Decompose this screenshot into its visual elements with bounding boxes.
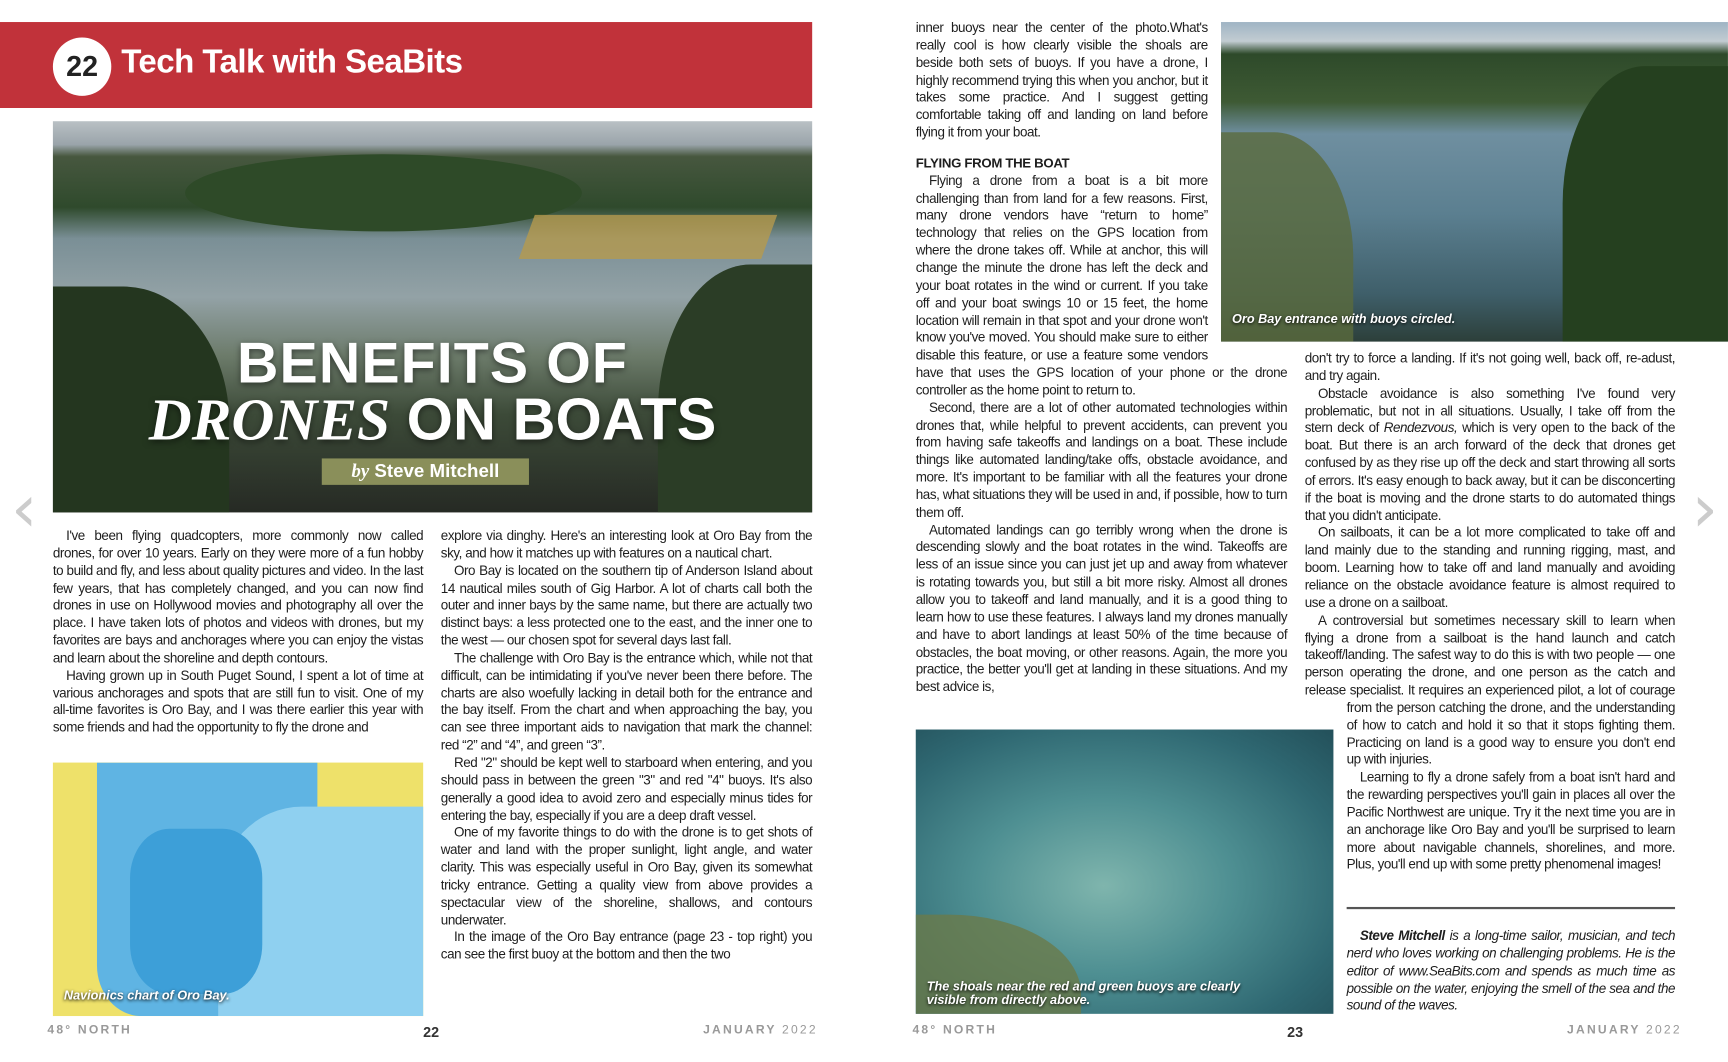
- paragraph: Learning to fly a drone safely from a boat isn't hard and the rewarding perspectives you'll gain in places all over the Pacific Northwest are unique. Try it the next time you are in an anchorage like Oro Bay and you'll be surprised to learn more about navigable channels, shorelines, and more. Plus, you'll end up with some pretty phenomenal images!: [1346, 769, 1676, 873]
- left-column-1: [53, 528, 423, 738]
- paragraph: Oro Bay is located on the southern tip of Anderson Island about 14 nautical miles south of Gig Harbor. A lot of charts call both the outer and inner bays by the same name, but there are actually two distinct bays: a less protected one to the east, and the inner one to the west — our chosen spot for several days last fall.: [440, 562, 813, 649]
- paragraph: explore via dinghy. Here's an interesting look at Oro Bay from the sky, and how it matches up with features on a nautical chart.: [440, 527, 813, 561]
- paragraph: A controversial but sometimes necessary skill to learn when flying a drone from a sailboat is the hand launch and catch takeoff/landing. The safest way to do this is with two people — one person operating the drone, and one person as the catch and release specialist. It requires an experienced pilot, a lot of courage from the person catching the drone, and the understanding of how to catch and hold it so that it stops fighting them. Practicing on land is a good way to ensure you don't end up with injuries.: [1304, 612, 1676, 768]
- title-italic: DRONES: [148, 386, 391, 453]
- month: JANUARY: [703, 1023, 777, 1037]
- year: 2022: [1645, 1023, 1682, 1037]
- article-title-line2: [53, 386, 812, 454]
- byline: [322, 458, 529, 484]
- page-number-badge: 22: [53, 37, 111, 95]
- paragraph: In the image of the Oro Bay entrance (page 23 - top right) you can see the first buoy at the bottom and then the two: [440, 929, 813, 963]
- left-column-2: [441, 528, 812, 964]
- footer-right-date: [1567, 1024, 1682, 1037]
- paragraph: Having grown up in South Puget Sound, I spent a lot of time at various anchorages and spots that are still fun to visit. One of my all-time favorites is Oro Bay, and I was there earlier this year with some friends and had the opportunity to fly the drone and: [52, 667, 424, 736]
- title-rest: ON BOATS: [390, 386, 717, 453]
- paragraph: The challenge with Oro Bay is the entrance which, while not that difficult, can be intimidating if you've never been there before. The charts are also woefully lacking in detail both for the entrance and the bay itself. From the chart and when approaching the bay, you can see three important aids to navigation that mark the channel: red “2” and “4”, and green “3”.: [440, 650, 813, 753]
- footer-left-page-number: 22: [423, 1023, 440, 1041]
- footer-left-magazine: 48° NORTH: [47, 1023, 133, 1037]
- byline-prefix: by: [351, 460, 370, 482]
- author-bio: [1347, 928, 1675, 1015]
- next-page-arrow-icon[interactable]: ›: [1691, 470, 1719, 548]
- prev-page-arrow-icon[interactable]: ‹: [11, 470, 38, 548]
- shoals-overhead-photo: [916, 730, 1334, 1014]
- paragraph: Automated landings can go terribly wrong when the drone is descending slowly and the boat rotates in the wind. Takeoffs are less of an issue since you can just jet up and away from whatever is rotating towards you, but still a bit more risky. Almost all drones allow you to takeoff and land manually, and it is a good thing to learn how to use these features. I always land my drones manually and have to abort landings at least 50% of the time because of obstacles, the boat moving, or other reasons. Again, the more you practice, the better you'll get at landing in these situations. And my best advice is,: [915, 521, 1288, 695]
- month: JANUARY: [1567, 1023, 1641, 1037]
- navionics-chart-image: [53, 763, 423, 1016]
- footer-right-magazine: 48° NORTH: [912, 1023, 998, 1037]
- paragraph: Red "2" should be kept well to starboard when entering, and you should pass in between the green "3" and red "4" buoys. It's also generally a good idea to avoid zero and especially minus tides for entering the bay, especially if you are a deep draft vessel.: [440, 754, 813, 823]
- top-photo-caption: Oro Bay entrance with buoys circled.: [1232, 312, 1456, 327]
- section-title: Tech Talk with SeaBits: [121, 44, 463, 81]
- paragraph: Second, there are a lot of other automated technologies within drones that, while helpful to prevent accidents, can prevent you from having safe takeoffs and landings on a boat. These include things like automated landing/take offs, obstacle avoidance, and more. It's important to be familiar with all the features your drone has, what situations they will be used in and, if possible, how to turn them off.: [915, 399, 1288, 520]
- year: 2022: [782, 1023, 818, 1037]
- subheading: FLYING FROM THE BOAT: [915, 155, 1070, 171]
- paragraph: Flying a drone from a boat is a bit more challenging than from land for a few reasons. First, many drone vendors have “return to home” technology that relies on the GPS location from where the drone takes off. While at anchor, this will change the minute the drone has left the deck and your boat rotates in the wind or current. If you take off and your boat swings 10 or 15 feet, the home location will remain in that spot and your drone won't know you've moved. You should make sure to either disable this feature, or use a feature some vendors have that uses the GPS location of your phone or the drone controller as the home point to return to.: [915, 172, 1288, 398]
- paragraph: don't try to force a landing. If it's not going well, back off, re-adust, and try again.: [1304, 350, 1676, 384]
- text: which is very open to the back of the boat. But there is an arch forward of the deck that drones get confused by as they rise up off the deck and start throwing all sorts of errors. It's easy enough to back away, but it can be disconcerting if the boat is moving and the drone starts to do automated things that you didn't anticipate.: [1304, 420, 1676, 524]
- footer-left-date: [703, 1024, 818, 1037]
- paragraph: inner buoys near the center of the photo.What's really cool is how clearly visible the shoals are beside both sets of buoys. If you have a drone, I highly recommend trying this when you anchor, but it takes some practice. And I suggest getting comfortable taking off and landing on land before flying it from your boat.: [915, 19, 1208, 141]
- paragraph: [1305, 385, 1675, 525]
- text: Obstacle avoidance is also something I've found very problematic, but not in all situations. Usually, I take off from the stern deck of: [1304, 385, 1676, 436]
- bottom-photo-caption: The shoals near the red and green buoys are clearly visible from directly above.: [926, 980, 1241, 1008]
- paragraph: One of my favorite things to do with the drone is to get shots of water and land with the proper sunlight, light angle, and water clarity. This was especially useful in Oro Bay, given its somewhat tricky entrance. Getting a quality view from above provides a spectacular view of the shoreline, shallows, and contours underwater.: [440, 824, 813, 928]
- boat-name: Rendezvous,: [1383, 420, 1458, 436]
- paragraph: I've been flying quadcopters, more commonly now called drones, for over 10 years. Early on they were more of a fun hobby to build and fly, and less about quality pictures and video. In the last few years, that has completely changed, and you can now find drones in use on Hollywood movies and photography all over the place. I have taken lots of photos and videos with drones, but my favorites are bays and anchorages where you can enjoy the vistas and learn about the shoreline and depth contours.: [52, 527, 424, 666]
- bio-text: is a long-time sailor, musician, and tech nerd who loves working on challenging problems. He is the editor of www.SeaBits.com and spends as much time as possible on the water, enjoying the smell of the sea and the sound of the waves.: [1346, 927, 1676, 1014]
- byline-author: Steve Mitchell: [374, 460, 500, 482]
- paragraph: On sailboats, it can be a lot more complicated to take off and land mainly due to the standing and running rigging, mast, and boom. Learning how to take off and land manually and avoiding reliance on the obstacle avoidance feature is almost required to use a drone on a sailboat.: [1304, 525, 1676, 611]
- divider: [1347, 907, 1675, 909]
- oro-bay-entrance-photo: [1221, 22, 1728, 342]
- footer-right-page-number: 23: [1287, 1023, 1304, 1041]
- bio-name: Steve Mitchell: [1359, 927, 1445, 944]
- chart-caption: Navionics chart of Oro Bay.: [63, 989, 230, 1003]
- article-title-line1: BENEFITS OF: [237, 331, 629, 396]
- right-column-1: [916, 20, 1287, 697]
